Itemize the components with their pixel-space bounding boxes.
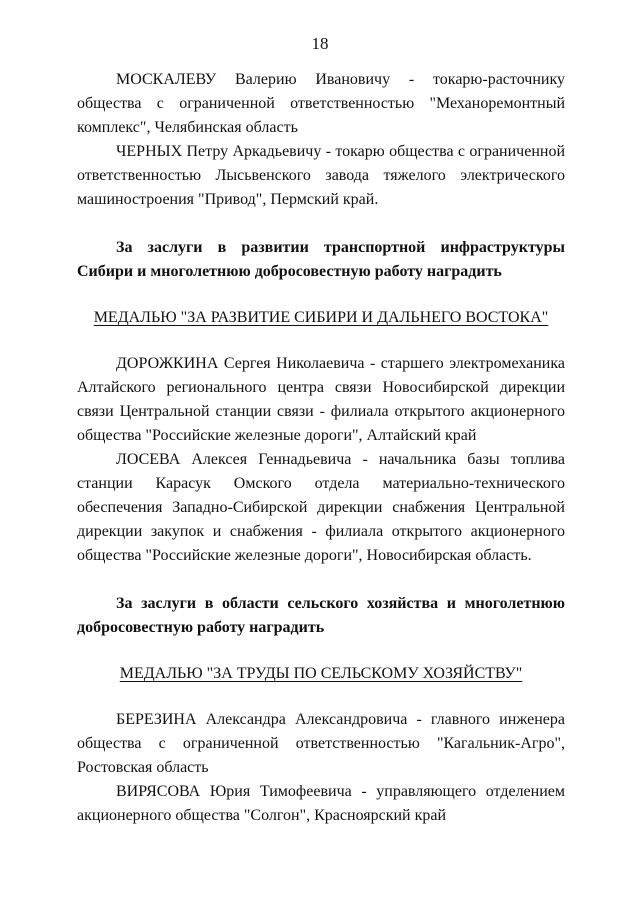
spacer <box>77 284 565 306</box>
merit-heading: За заслуги в области сельского хозяйства и многолетнюю добросовестную работу наградить <box>77 595 565 636</box>
page-number: 18 <box>311 34 329 53</box>
spacer <box>77 330 565 352</box>
awardee-paragraph: ЧЕРНЫХ Петру Аркадьевичу - токарю общества с ограниченной ответственностью Лысьвенского завода тяжелого электрического машиностроения "Привод", Пермский край. <box>77 143 565 208</box>
awardee-paragraph: ЛОСЕВА Алексея Геннадьевича - начальника базы топлива станции Карасук Омского отдела материально-технического обеспечения Западно-Сибирской дирекции снабжения Центральной дирекции закупок и снабжения - филиала открытого акционерного общества "Российские железные дороги", Новосибирская область. <box>77 451 565 564</box>
spacer <box>77 640 565 662</box>
awardee-paragraph: МОСКАЛЕВУ Валерию Ивановичу - токарю-расточнику общества с ограниченной ответственностью "Механоремонтный комплекс", Челябинская область <box>77 71 565 136</box>
decree-body <box>77 68 565 828</box>
spacer <box>77 212 565 236</box>
spacer <box>77 686 565 708</box>
awardee-paragraph: БЕРЕЗИНА Александра Александровича - главного инженера общества с ограниченной ответственностью "Кагальник-Агро", Ростовская область <box>77 711 565 776</box>
awardee-paragraph: ВИРЯСОВА Юрия Тимофеевича - управляющего отделением акционерного общества "Солгон", Красноярский край <box>77 783 565 824</box>
merit-heading: За заслуги в развитии транспортной инфраструктуры Сибири и многолетнюю добросовестную работу наградить <box>77 239 565 280</box>
medal-title: МЕДАЛЬЮ "ЗА ТРУДЫ ПО СЕЛЬСКОМУ ХОЗЯЙСТВУ" <box>119 665 523 682</box>
awardee-paragraph: ДОРОЖКИНА Сергея Николаевича - старшего электромеханика Алтайского регионального центра связи Новосибирской дирекции связи Центральной станции связи - филиала открытого акционерного общества "Российские железные дороги", Алтайский край <box>77 355 565 444</box>
spacer <box>77 568 565 592</box>
medal-title: МЕДАЛЬЮ "ЗА РАЗВИТИЕ СИБИРИ И ДАЛЬНЕГО ВОСТОКА" <box>93 309 549 326</box>
